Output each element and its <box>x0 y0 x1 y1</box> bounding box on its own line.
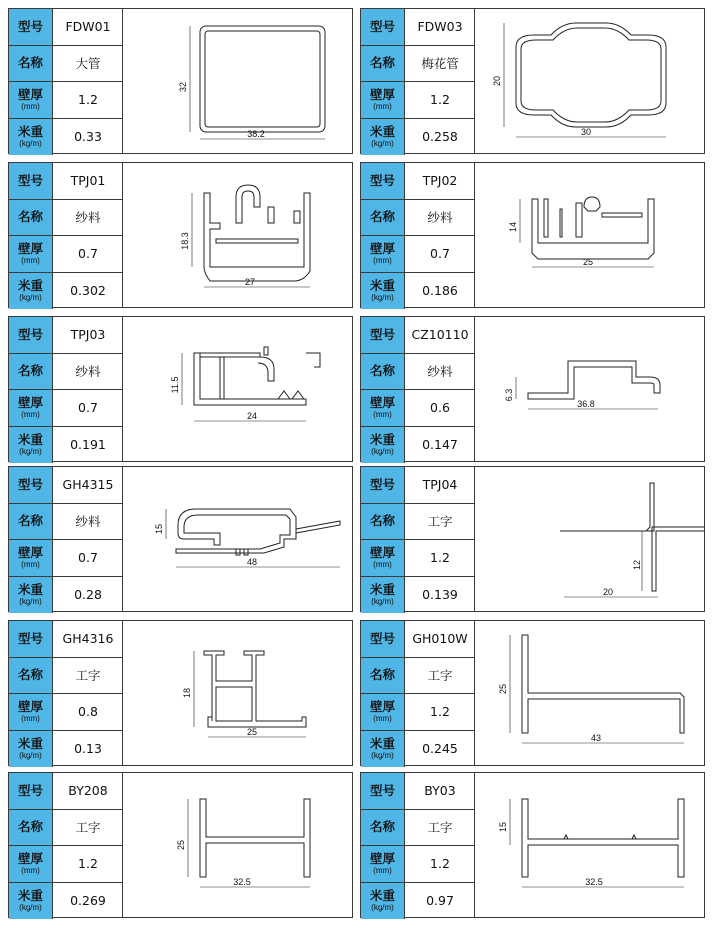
thickness-label <box>361 82 405 118</box>
profile-outline <box>522 799 684 877</box>
weight-value: 0.302 <box>70 283 106 299</box>
profile-drawing <box>476 163 705 307</box>
model-label: 型号 <box>9 9 53 45</box>
thickness-unit: (mm) <box>21 255 40 265</box>
weight-label-text: 米重 <box>369 278 395 293</box>
model-value: GH010W <box>412 631 468 647</box>
spec-row-model <box>9 317 123 354</box>
dimension-height: 25 <box>176 839 186 851</box>
name-value: 工字 <box>75 668 101 684</box>
profile-drawing <box>476 467 705 611</box>
spec-row-name <box>9 658 123 695</box>
model-value: TPJ01 <box>70 173 106 189</box>
spec-row-model <box>9 773 123 810</box>
spec-row-name <box>361 46 475 83</box>
profile-outline <box>176 509 296 553</box>
profile-outline <box>516 23 666 127</box>
profile-outline <box>532 199 654 259</box>
dimension-height: 11.5 <box>170 376 180 394</box>
model-label: 型号 <box>9 621 53 657</box>
profile-outline <box>656 531 705 591</box>
thickness-value: 0.7 <box>78 400 98 416</box>
thickness-value: 1.2 <box>78 92 98 108</box>
weight-label-text: 米重 <box>17 432 43 447</box>
thickness-unit: (mm) <box>373 713 392 723</box>
profile-drawing <box>124 163 353 307</box>
weight-unit: (kg/m) <box>371 446 394 456</box>
thickness-label <box>361 540 405 576</box>
weight-value: 0.269 <box>70 893 106 909</box>
weight-label <box>9 427 53 464</box>
spec-row-name <box>361 810 475 847</box>
profile-outline <box>204 193 310 281</box>
dimension-height: 25 <box>498 683 508 695</box>
thickness-label-text: 壁厚 <box>17 851 43 866</box>
thickness-label <box>361 236 405 272</box>
spec-row-name <box>9 46 123 83</box>
thickness-label <box>361 694 405 730</box>
dimension-width: 32.5 <box>585 877 603 887</box>
name-label: 名称 <box>9 46 53 82</box>
thickness-value: 1.2 <box>430 856 450 872</box>
spec-table <box>9 317 123 461</box>
spec-row-model <box>9 163 123 200</box>
spec-table <box>9 163 123 307</box>
spec-row-name <box>361 354 475 391</box>
spec-row-name <box>361 200 475 237</box>
spec-row-model <box>361 163 475 200</box>
name-value: 工字 <box>75 820 101 836</box>
weight-label-text: 米重 <box>369 432 395 447</box>
profile-drawing <box>124 317 353 461</box>
dimension-width: 24 <box>246 411 258 421</box>
profile-outline <box>200 26 325 132</box>
product-card-tpj01 <box>8 162 353 308</box>
thickness-unit: (mm) <box>21 559 40 569</box>
thickness-value: 0.8 <box>78 704 98 720</box>
model-value: FDW03 <box>417 19 463 35</box>
spec-row-weight <box>9 119 123 156</box>
spec-row-weight <box>361 883 475 920</box>
profile-drawing <box>476 621 705 765</box>
spec-row-weight <box>9 577 123 614</box>
spec-row-weight <box>361 119 475 156</box>
profile-drawing <box>476 317 705 461</box>
spec-row-model <box>361 9 475 46</box>
thickness-label <box>361 390 405 426</box>
dimension-width: 30 <box>580 127 592 137</box>
spec-row-model <box>361 773 475 810</box>
dimension-height: 18.3 <box>180 232 190 250</box>
name-value: 纱料 <box>427 210 453 226</box>
spec-row-weight <box>361 273 475 310</box>
product-card-cz10110 <box>360 316 705 462</box>
weight-label-text: 米重 <box>17 736 43 751</box>
spec-table <box>361 773 475 917</box>
thickness-value: 0.7 <box>78 246 98 262</box>
spec-row-weight <box>361 577 475 614</box>
spec-row-name <box>361 504 475 541</box>
spec-row-thickness <box>361 390 475 427</box>
weight-unit: (kg/m) <box>19 446 42 456</box>
model-value: BY208 <box>68 783 108 799</box>
spec-row-model <box>9 621 123 658</box>
product-card-tpj03 <box>8 316 353 462</box>
spec-row-model <box>361 621 475 658</box>
profile-outline <box>528 361 660 399</box>
model-label: 型号 <box>361 467 405 503</box>
weight-value: 0.13 <box>74 741 102 757</box>
dimension-height: 18 <box>182 687 192 699</box>
weight-label-text: 米重 <box>17 278 43 293</box>
weight-value: 0.147 <box>422 437 458 453</box>
dimension-height: 32 <box>178 81 188 93</box>
weight-unit: (kg/m) <box>19 902 42 912</box>
thickness-label-text: 壁厚 <box>369 545 395 560</box>
thickness-label <box>9 82 53 118</box>
dimension-width: 36.8 <box>577 399 595 409</box>
profile-outline <box>522 635 684 733</box>
spec-row-thickness <box>361 540 475 577</box>
spec-row-thickness <box>9 82 123 119</box>
model-label: 型号 <box>9 163 53 199</box>
name-label: 名称 <box>9 658 53 694</box>
model-label: 型号 <box>361 317 405 353</box>
spec-row-thickness <box>9 390 123 427</box>
dimension-height: 15 <box>154 523 164 535</box>
weight-value: 0.33 <box>74 129 102 145</box>
thickness-value: 0.7 <box>78 550 98 566</box>
spec-table <box>361 163 475 307</box>
model-label: 型号 <box>361 773 405 809</box>
dimension-height: 6.3 <box>504 388 514 402</box>
weight-unit: (kg/m) <box>371 750 394 760</box>
spec-row-model <box>9 9 123 46</box>
spec-row-model <box>361 317 475 354</box>
weight-label-text: 米重 <box>17 124 43 139</box>
name-value: 纱料 <box>427 364 453 380</box>
profile-drawing <box>476 773 705 917</box>
spec-row-thickness <box>361 236 475 273</box>
weight-unit: (kg/m) <box>371 138 394 148</box>
model-value: TPJ04 <box>422 477 458 493</box>
name-label: 名称 <box>361 658 405 694</box>
spec-row-thickness <box>361 82 475 119</box>
profile-drawing <box>476 9 705 153</box>
weight-label <box>9 731 53 768</box>
model-label: 型号 <box>361 9 405 45</box>
product-card-fdw01 <box>8 8 353 154</box>
thickness-label <box>9 540 53 576</box>
thickness-label-text: 壁厚 <box>17 699 43 714</box>
dimension-width: 27 <box>244 277 256 287</box>
name-value: 工字 <box>427 820 453 836</box>
thickness-unit: (mm) <box>373 101 392 111</box>
thickness-value: 0.6 <box>430 400 450 416</box>
name-value: 大管 <box>75 56 101 72</box>
weight-unit: (kg/m) <box>371 596 394 606</box>
spec-table <box>9 9 123 153</box>
thickness-label-text: 壁厚 <box>369 241 395 256</box>
name-label: 名称 <box>361 46 405 82</box>
profile-drawing <box>124 467 353 611</box>
spec-table <box>361 317 475 461</box>
dimension-height: 12 <box>632 559 642 571</box>
thickness-unit: (mm) <box>21 101 40 111</box>
product-card-gh4316 <box>8 620 353 766</box>
spec-row-name <box>9 504 123 541</box>
name-value: 纱料 <box>75 514 101 530</box>
weight-unit: (kg/m) <box>371 902 394 912</box>
thickness-unit: (mm) <box>373 255 392 265</box>
spec-table <box>361 9 475 153</box>
weight-unit: (kg/m) <box>19 292 42 302</box>
spec-row-thickness <box>9 694 123 731</box>
weight-label <box>361 427 405 464</box>
thickness-unit: (mm) <box>21 865 40 875</box>
thickness-label-text: 壁厚 <box>369 87 395 102</box>
weight-unit: (kg/m) <box>371 292 394 302</box>
weight-label <box>361 577 405 614</box>
spec-row-model <box>361 467 475 504</box>
thickness-unit: (mm) <box>373 409 392 419</box>
model-label: 型号 <box>9 773 53 809</box>
name-value: 纱料 <box>75 364 101 380</box>
thickness-label <box>9 694 53 730</box>
weight-label <box>361 119 405 156</box>
spec-row-weight <box>361 427 475 464</box>
spec-table <box>9 773 123 917</box>
name-label: 名称 <box>9 200 53 236</box>
name-label: 名称 <box>9 504 53 540</box>
thickness-value: 0.7 <box>430 246 450 262</box>
model-label: 型号 <box>361 163 405 199</box>
product-card-by03 <box>360 772 705 918</box>
weight-label-text: 米重 <box>369 124 395 139</box>
spec-row-name <box>361 658 475 695</box>
weight-value: 0.245 <box>422 741 458 757</box>
thickness-value: 1.2 <box>430 550 450 566</box>
profile-drawing <box>124 9 353 153</box>
weight-value: 0.191 <box>70 437 106 453</box>
dimension-height: 15 <box>498 821 508 833</box>
name-label: 名称 <box>361 200 405 236</box>
thickness-label-text: 壁厚 <box>17 87 43 102</box>
weight-label <box>9 119 53 156</box>
model-value: CZ10110 <box>411 327 469 343</box>
dimension-width: 32.5 <box>233 877 251 887</box>
weight-label <box>361 731 405 768</box>
profile-inner <box>521 28 661 122</box>
model-value: FDW01 <box>65 19 111 35</box>
thickness-label <box>9 846 53 882</box>
spec-row-thickness <box>9 540 123 577</box>
thickness-value: 1.2 <box>78 856 98 872</box>
thickness-label-text: 壁厚 <box>17 545 43 560</box>
spec-row-thickness <box>361 846 475 883</box>
product-card-gh010w <box>360 620 705 766</box>
model-value: TPJ02 <box>422 173 458 189</box>
thickness-unit: (mm) <box>21 409 40 419</box>
thickness-label <box>9 236 53 272</box>
spec-row-name <box>9 810 123 847</box>
weight-label-text: 米重 <box>369 736 395 751</box>
weight-label <box>9 883 53 920</box>
spec-row-thickness <box>361 694 475 731</box>
name-label: 名称 <box>361 354 405 390</box>
thickness-label-text: 壁厚 <box>369 699 395 714</box>
dimension-width: 38.2 <box>247 129 265 139</box>
name-value: 工字 <box>427 514 453 530</box>
spec-table <box>9 621 123 765</box>
thickness-label-text: 壁厚 <box>17 395 43 410</box>
name-value: 纱料 <box>75 210 101 226</box>
name-value: 工字 <box>427 668 453 684</box>
name-value: 梅花管 <box>421 56 459 72</box>
dimension-width: 43 <box>590 733 602 743</box>
spec-row-weight <box>9 273 123 310</box>
name-label: 名称 <box>361 810 405 846</box>
spec-row-name <box>9 354 123 391</box>
product-card-tpj02 <box>360 162 705 308</box>
thickness-unit: (mm) <box>373 865 392 875</box>
model-label: 型号 <box>9 317 53 353</box>
spec-row-weight <box>361 731 475 768</box>
thickness-value: 1.2 <box>430 704 450 720</box>
spec-table <box>9 467 123 611</box>
model-value: GH4315 <box>62 477 114 493</box>
spec-row-thickness <box>9 846 123 883</box>
weight-value: 0.28 <box>74 587 102 603</box>
model-label: 型号 <box>9 467 53 503</box>
model-value: TPJ03 <box>70 327 106 343</box>
weight-value: 0.139 <box>422 587 458 603</box>
weight-value: 0.186 <box>422 283 458 299</box>
weight-unit: (kg/m) <box>19 596 42 606</box>
weight-label-text: 米重 <box>17 888 43 903</box>
model-value: GH4316 <box>62 631 114 647</box>
model-value: BY03 <box>424 783 456 799</box>
weight-label <box>361 883 405 920</box>
dimension-width: 48 <box>246 557 258 567</box>
spec-row-weight <box>9 883 123 920</box>
spec-row-weight <box>9 427 123 464</box>
thickness-value: 1.2 <box>430 92 450 108</box>
spec-row-thickness <box>9 236 123 273</box>
spec-row-model <box>9 467 123 504</box>
name-label: 名称 <box>9 354 53 390</box>
name-label: 名称 <box>361 504 405 540</box>
thickness-unit: (mm) <box>21 713 40 723</box>
dimension-height: 20 <box>492 75 502 87</box>
thickness-label-text: 壁厚 <box>17 241 43 256</box>
weight-label-text: 米重 <box>369 888 395 903</box>
product-card-fdw03 <box>360 8 705 154</box>
dimension-width: 25 <box>246 727 258 737</box>
dimension-width: 25 <box>582 257 594 267</box>
product-card-tpj04 <box>360 466 705 612</box>
weight-value: 0.258 <box>422 129 458 145</box>
profile-outline <box>200 799 310 877</box>
thickness-label <box>361 846 405 882</box>
thickness-label-text: 壁厚 <box>369 395 395 410</box>
thickness-label <box>9 390 53 426</box>
profile-drawing <box>124 773 353 917</box>
weight-label-text: 米重 <box>369 582 395 597</box>
profile-drawing <box>124 621 353 765</box>
dimension-height: 14 <box>508 221 518 233</box>
weight-unit: (kg/m) <box>19 138 42 148</box>
spec-table <box>361 621 475 765</box>
model-label: 型号 <box>361 621 405 657</box>
profile-outline <box>204 651 306 727</box>
weight-label <box>9 273 53 310</box>
weight-value: 0.97 <box>426 893 454 909</box>
name-label: 名称 <box>9 810 53 846</box>
weight-unit: (kg/m) <box>19 750 42 760</box>
thickness-unit: (mm) <box>373 559 392 569</box>
spec-row-name <box>9 200 123 237</box>
weight-label <box>361 273 405 310</box>
spec-table <box>361 467 475 611</box>
product-card-gh4315 <box>8 466 353 612</box>
spec-row-weight <box>9 731 123 768</box>
thickness-label-text: 壁厚 <box>369 851 395 866</box>
product-card-by208 <box>8 772 353 918</box>
weight-label-text: 米重 <box>17 582 43 597</box>
weight-label <box>9 577 53 614</box>
profile-inner <box>205 31 320 127</box>
dimension-width: 20 <box>602 587 614 597</box>
